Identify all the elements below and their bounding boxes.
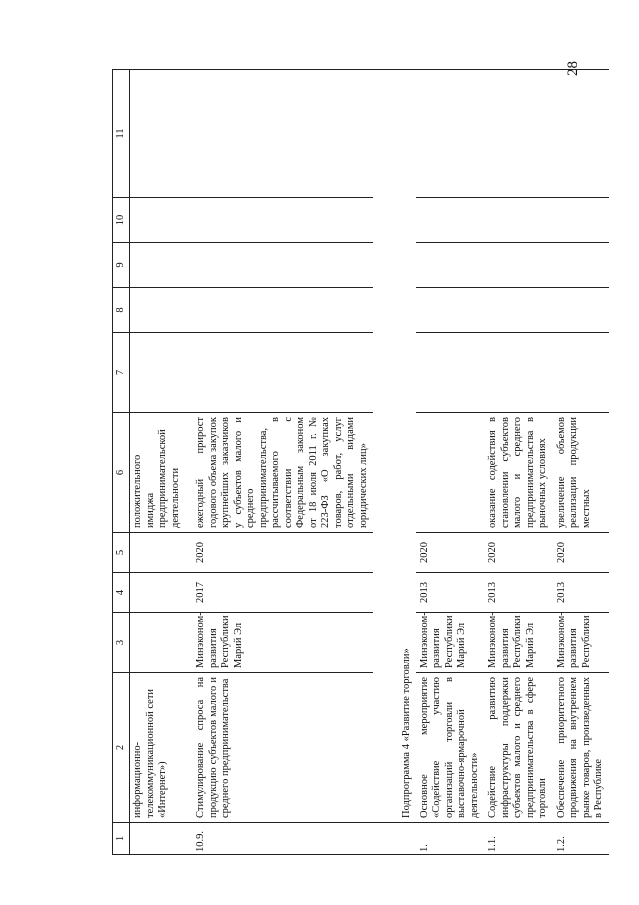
col-header-9: 9 [113, 243, 130, 288]
row-executor: Минэконом-развития Республики [553, 613, 609, 673]
col-header-3: 3 [113, 613, 130, 673]
table-row [130, 70, 186, 855]
row-end-year [130, 533, 186, 573]
row-result [416, 413, 485, 533]
row-name: информационно-телекоммуникационной сети «Интернет») [130, 673, 186, 823]
page-number: 28 [565, 61, 581, 76]
row-name: Содействие развитию инфраструктуры поддержки субъектов малого и среднего предпринимательства в сфере торговли [484, 673, 553, 823]
row-start-year: 2013 [553, 573, 609, 613]
col-header-10: 10 [113, 198, 130, 243]
row-result: ежегодный прирост годового объема закупок крупнейших заказчиков у субъектов малого и среднего предпринимательства, рассчитываемого в соответствии с Федеральным законом от 18 июля 2011 г. № 223-ФЗ «О закупках товаров, работ, услуг отдельными видами юридических лиц» [185, 413, 373, 533]
table-row [484, 70, 553, 855]
table-row [553, 70, 609, 855]
col-header-4: 4 [113, 573, 130, 613]
program-table [112, 69, 609, 855]
row-executor: Минэконом-развития Республики Марий Эл [484, 613, 553, 673]
table-row [185, 70, 373, 855]
row-start-year: 2013 [484, 573, 553, 613]
row-start-year: 2017 [185, 573, 373, 613]
row-number [130, 823, 186, 855]
row-executor: Минэконом-развития Республики Марий Эл [416, 613, 485, 673]
row-name: Стимулирование спроса на продукцию субъектов малого и среднего предпринимательства [185, 673, 373, 823]
table-row [416, 70, 485, 855]
row-number: 1. [416, 823, 485, 855]
row-result: положительного имиджа предпринимательской деятельности [130, 413, 186, 533]
row-number: 10.9. [185, 823, 373, 855]
row-name: Основное мероприятие «Содействие участию организаций торговли в выставочно-ярмарочной деятельности» [416, 673, 485, 823]
row-result: оказание содействия в становлении субъектов малого и среднего предпринимательства в рыночных условиях [484, 413, 553, 533]
rotated-table-container [112, 70, 639, 855]
col-header-5: 5 [113, 533, 130, 573]
col-header-11: 11 [113, 70, 130, 198]
row-executor [130, 613, 186, 673]
col-header-1: 1 [113, 823, 130, 855]
subprogram-title: Подпрограмма 4 «Развитие торговли» [373, 70, 416, 823]
row-result: увеличение объемов реализации продукции местных [553, 413, 609, 533]
row-end-year: 2020 [416, 533, 485, 573]
row-number: 1.2. [553, 823, 609, 855]
row-end-year: 2020 [185, 533, 373, 573]
row-start-year: 2013 [416, 573, 485, 613]
column-numbers-row [113, 70, 130, 855]
col-header-6: 6 [113, 413, 130, 533]
col-header-8: 8 [113, 288, 130, 333]
col-header-2: 2 [113, 673, 130, 823]
row-name: Обеспечение приоритетного продвижения на внутреннем рынке товаров, произведенных в Республике [553, 673, 609, 823]
row-start-year [130, 573, 186, 613]
col-header-7: 7 [113, 333, 130, 413]
subprogram-row [373, 70, 416, 855]
row-number: 1.1. [484, 823, 553, 855]
row-end-year: 2020 [553, 533, 609, 573]
row-executor: Минэконом-развития Республики Марий Эл [185, 613, 373, 673]
row-end-year: 2020 [484, 533, 553, 573]
